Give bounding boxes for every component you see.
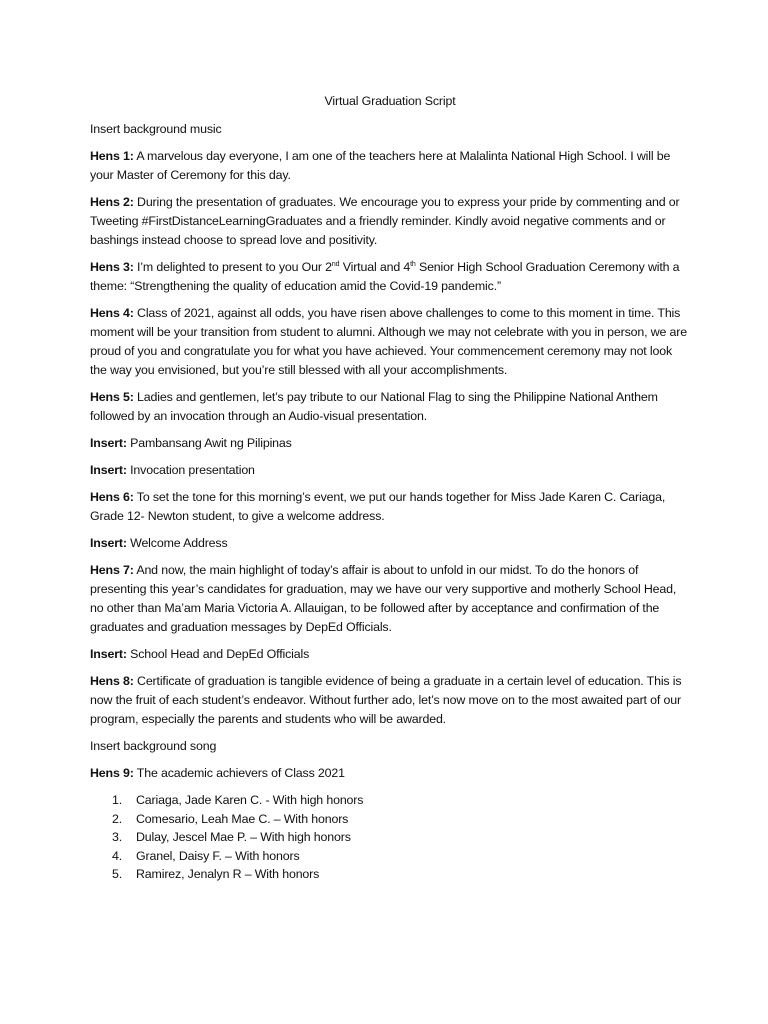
paragraph-text: The academic achievers of Class 2021 — [136, 766, 345, 780]
list-number: 2. — [112, 811, 123, 826]
paragraph-insert-song — [90, 737, 690, 756]
paragraph-text: I’m delighted to present to you Our 2 — [137, 260, 332, 274]
speaker-label: Hens 8: — [90, 674, 134, 688]
paragraph-text: Welcome Address — [130, 536, 228, 550]
list-item-text: Granel, Daisy F. – With honors — [136, 848, 300, 863]
document-title: Virtual Graduation Script — [324, 94, 456, 108]
paragraph-text: Class of 2021, against all odds, you have risen above challenges to come to this moment in time. This moment will be your transition from student to alumni. Although we may not celebrate with you in person, we are proud of you and congratulate you for what you have achieved. Your commencement ceremony may not look the way you envisioned, but you’re still blessed with all your accomplishments. — [90, 306, 687, 377]
list-item-text: Ramirez, Jenalyn R – With honors — [136, 867, 320, 881]
awardee-list — [90, 791, 690, 884]
list-number: 5. — [112, 867, 123, 881]
list-item-text: Comesario, Leah Mae C. – With honors — [136, 811, 349, 826]
insert-label: Insert: — [90, 463, 127, 477]
paragraph-text: Invocation presentation — [130, 463, 255, 477]
paragraph-hens-8 — [90, 672, 690, 729]
speaker-label: Hens 1: — [90, 149, 134, 163]
paragraph-text: Certificate of graduation is tangible evidence of being a graduate in a certain level of education. This is now the fruit of each student’s endeavor. Without further ado, let’s now move on to the most awaited part of our program, especially the parents and students who will be awarded. — [90, 674, 682, 726]
list-item-text: Dulay, Jescel Mae P. – With high honors — [136, 830, 351, 844]
list-number: 1. — [112, 793, 123, 807]
paragraph-text: Insert background song — [90, 739, 217, 753]
ordinal-superscript: th — [410, 261, 416, 268]
paragraph-text: Pambansang Awit ng Pilipinas — [130, 436, 292, 450]
list-item — [112, 791, 690, 810]
list-item — [112, 810, 690, 829]
list-item — [112, 865, 690, 884]
paragraph-text: To set the tone for this morning’s event, we put our hands together for Miss Jade Karen C. Cariaga, Grade 12- Newton student, to give a welcome address. — [90, 490, 666, 523]
paragraph-text: School Head and DepEd Officials — [130, 647, 310, 661]
insert-label: Insert: — [90, 436, 127, 450]
speaker-label: Hens 7: — [90, 563, 134, 577]
speaker-label: Hens 2: — [90, 195, 134, 209]
paragraph-hens-5 — [90, 388, 690, 426]
paragraph-text: Ladies and gentlemen, let’s pay tribute to our National Flag to sing the Philippine National Anthem followed by an invocation through an Audio-visual presentation. — [90, 390, 658, 423]
paragraph-hens-2 — [90, 193, 690, 250]
document-page — [90, 92, 690, 884]
list-item — [112, 828, 690, 847]
paragraph-text: Insert background music — [90, 122, 222, 136]
list-item-text: Cariaga, Jade Karen C. - With high honors — [136, 793, 364, 807]
speaker-label: Hens 4: — [90, 306, 134, 320]
paragraph-text: Senior High School Graduation Ceremony with a theme: “Strengthening the quality of education amid the Covid-19 pandemic.” — [90, 260, 680, 293]
paragraph-text: A marvelous day everyone, I am one of the teachers here at Malalinta National High School. I will be your Master of Ceremony for this day. — [90, 149, 671, 182]
paragraph-insert-officials — [90, 645, 690, 664]
paragraph-hens-6 — [90, 488, 690, 526]
paragraph-hens-4 — [90, 304, 690, 380]
paragraph-hens-7 — [90, 561, 690, 637]
paragraph-text: During the presentation of graduates. We encourage you to express your pride by commenting and or Tweeting #FirstDistanceLearningGraduates and a friendly reminder. Kindly avoid negative comments and or bashings instead choose to spread love and positivity. — [90, 195, 680, 247]
insert-label: Insert: — [90, 647, 127, 661]
paragraph-hens-1 — [90, 147, 690, 185]
paragraph-insert-anthem — [90, 434, 690, 453]
speaker-label: Hens 5: — [90, 390, 134, 404]
paragraph-hens-3 — [90, 258, 690, 296]
speaker-label: Hens 3: — [90, 260, 134, 274]
paragraph-insert-welcome — [90, 534, 690, 553]
ordinal-superscript: nd — [331, 261, 340, 268]
paragraph-text: And now, the main highlight of today’s affair is about to unfold in our midst. To do the honors of presenting this year’s candidates for graduation, may we have our very supportive and motherly School Head, no other than Ma’am Maria Victoria A. Allauigan, to be followed after by acceptance and confirmation of the graduates and graduation messages by DepEd Officials. — [90, 563, 677, 634]
paragraph-text: Virtual and 4 — [339, 260, 411, 274]
speaker-label: Hens 9: — [90, 766, 134, 780]
insert-label: Insert: — [90, 536, 127, 550]
list-number: 4. — [112, 848, 123, 863]
paragraph-hens-9 — [90, 764, 690, 783]
paragraph-insert-invocation — [90, 461, 690, 480]
list-number: 3. — [112, 830, 123, 844]
paragraph-insert-music — [90, 120, 690, 139]
list-item — [112, 847, 690, 866]
speaker-label: Hens 6: — [90, 490, 134, 504]
